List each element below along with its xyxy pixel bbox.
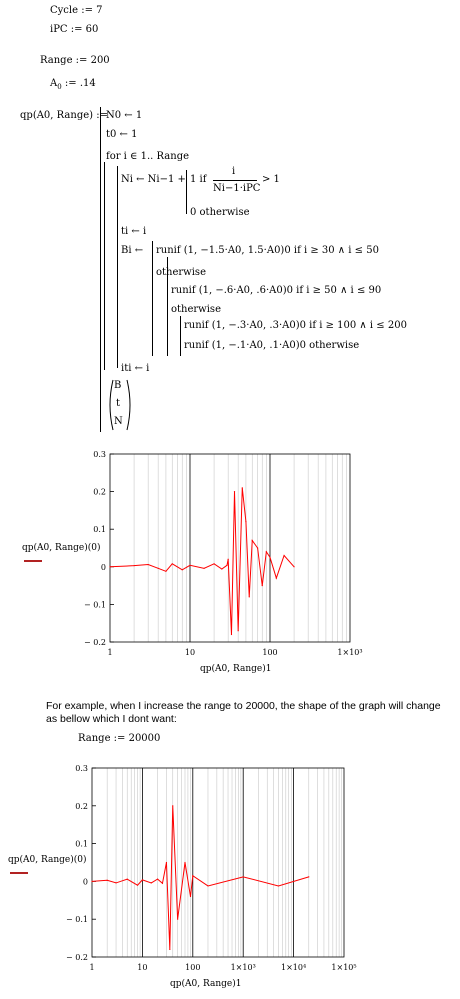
- data-point: [115, 882, 116, 883]
- data-point: [266, 551, 267, 552]
- x-tick-label: 1×10³: [230, 963, 256, 972]
- program-bracket-n-cond: [186, 170, 187, 214]
- range2-definition[interactable]: Range := 20000: [78, 733, 161, 744]
- data-point: [162, 883, 163, 884]
- y-tick-label: 0.2: [93, 487, 106, 497]
- question-text: For example, when I increase the range to 20000, the shape of the graph will change as bellow which I dont want:: [46, 700, 441, 725]
- y-tick-label: − 0.2: [66, 953, 88, 962]
- y-tick-label: 0: [82, 877, 88, 887]
- data-point: [245, 521, 246, 522]
- x-tick-label: 1: [107, 648, 113, 657]
- data-point: [107, 880, 108, 881]
- y-tick-label: 0.1: [75, 839, 88, 849]
- program-line-cond-1[interactable]: 1 if: [190, 174, 207, 185]
- program-line-runif-1[interactable]: runif (1, −1.5·A0, 1.5·A0)0 if i ≥ 30 ∧ i ≤ 50: [156, 245, 379, 256]
- plot1-y-label: qp(A0, Range)(0): [22, 543, 101, 553]
- range-definition[interactable]: Range := 200: [40, 55, 110, 66]
- data-point: [278, 885, 279, 886]
- program-line-ti[interactable]: ti ← i: [121, 226, 147, 237]
- data-point: [182, 569, 183, 570]
- x-tick-label: 1×10⁵: [331, 963, 357, 972]
- x-tick-label: 1×10⁴: [281, 963, 307, 972]
- y-tick-label: 0: [100, 562, 106, 572]
- data-point: [243, 876, 244, 877]
- a0-subscript: 0: [57, 83, 62, 91]
- program-line-runif-2[interactable]: runif (1, −.6·A0, .6·A0)0 if i ≥ 50 ∧ i ≤ 90: [171, 285, 382, 296]
- data-point: [109, 566, 110, 567]
- data-point: [165, 571, 166, 572]
- function-header[interactable]: [20, 110, 108, 121]
- fraction-bar: [213, 180, 257, 181]
- data-point: [283, 555, 284, 556]
- y-tick-label: − 0.2: [84, 638, 106, 647]
- plot-frame: [92, 768, 344, 957]
- data-point: [184, 862, 185, 863]
- y-tick-label: − 0.1: [66, 915, 88, 925]
- data-point: [269, 557, 270, 558]
- data-point: [148, 564, 149, 565]
- data-point: [231, 634, 232, 635]
- return-vector-b: B: [114, 380, 122, 391]
- plot2-y-label-marker: [10, 872, 28, 874]
- data-point: [228, 559, 229, 560]
- program-line-otherwise-2: otherwise: [171, 304, 221, 315]
- data-point: [169, 949, 170, 950]
- program-line-otherwise-1: otherwise: [156, 267, 206, 278]
- program-bracket-outer: [100, 107, 101, 432]
- function-args: (A0, Range) :=: [32, 110, 108, 121]
- data-point: [157, 879, 158, 880]
- program-line-runif-3[interactable]: runif (1, −.3·A0, .3·A0)0 if i ≥ 100 ∧ i ≤ 200: [184, 320, 407, 331]
- y-tick-label: 0.2: [75, 801, 88, 811]
- data-point: [276, 577, 277, 578]
- program-line-n0[interactable]: N0 ← 1: [106, 110, 143, 121]
- function-name: qp: [20, 110, 33, 121]
- x-tick-label: 1×10³: [337, 648, 363, 657]
- data-point: [238, 630, 239, 631]
- data-point: [172, 563, 173, 564]
- plot1-y-label-marker: [24, 560, 42, 562]
- data-point: [226, 565, 227, 566]
- data-point: [151, 882, 152, 883]
- cycle-definition[interactable]: Cycle := 7: [50, 5, 103, 16]
- data-point: [166, 862, 167, 863]
- plot1-x-label: qp(A0, Range)1: [200, 664, 272, 674]
- data-point: [252, 540, 253, 541]
- data-point: [189, 565, 190, 566]
- data-point: [172, 805, 173, 806]
- program-bracket-b3: [180, 316, 181, 356]
- program-bracket-b: [152, 241, 153, 356]
- program-bracket-for: [104, 162, 105, 370]
- data-point: [91, 881, 92, 882]
- y-tick-label: 0.1: [93, 525, 106, 535]
- program-line-for[interactable]: for i ∈ 1.. Range: [106, 151, 190, 162]
- program-line-t0[interactable]: t0 ← 1: [106, 129, 138, 140]
- x-tick-label: 100: [262, 648, 278, 657]
- x-tick-label: 10: [184, 648, 196, 657]
- fraction-denominator: Ni−1·iPC: [213, 183, 261, 194]
- fraction-numerator: i: [232, 166, 236, 177]
- data-point: [127, 879, 128, 880]
- program-line-cond-0[interactable]: 0 otherwise: [190, 207, 250, 218]
- a0-value: := .14: [64, 78, 96, 89]
- data-point: [177, 919, 178, 920]
- program-bracket-loop: [117, 166, 118, 368]
- data-line: [92, 806, 309, 950]
- plot2-y-label: qp(A0, Range)(0): [8, 855, 87, 865]
- program-line-ni[interactable]: Ni ← Ni−1 +: [121, 174, 186, 185]
- data-point: [158, 568, 159, 569]
- y-tick-label: − 0.1: [84, 600, 106, 610]
- data-point: [203, 568, 204, 569]
- data-point: [207, 885, 208, 886]
- y-tick-label: 0.3: [93, 450, 106, 459]
- program-line-runif-4[interactable]: runif (1, −.1·A0, .1·A0)0 otherwise: [184, 340, 360, 351]
- data-point: [213, 563, 214, 564]
- plot-frame: [110, 454, 350, 642]
- data-point: [308, 876, 309, 877]
- return-vector-n: N: [114, 416, 123, 427]
- y-tick-label: 0.3: [75, 764, 88, 773]
- data-point: [249, 596, 250, 597]
- a0-name: A: [50, 78, 58, 89]
- data-point: [133, 565, 134, 566]
- return-vector-t: t: [116, 398, 121, 409]
- fraction-compare: > 1: [262, 174, 280, 185]
- plot2-x-label: qp(A0, Range)1: [170, 979, 242, 989]
- x-tick-label: 1: [89, 963, 95, 972]
- ipc-definition[interactable]: iPC := 60: [50, 24, 99, 35]
- x-tick-label: 100: [185, 963, 201, 972]
- data-point: [257, 547, 258, 548]
- plot1-chart[interactable]: [80, 448, 370, 678]
- program-line-bi[interactable]: Bi ←: [121, 245, 144, 256]
- data-point: [221, 568, 222, 569]
- data-point: [142, 879, 143, 880]
- data-point: [234, 491, 235, 492]
- data-point: [242, 487, 243, 488]
- a0-definition[interactable]: [50, 78, 96, 89]
- data-point: [293, 566, 294, 567]
- program-line-iti[interactable]: iti ← i: [121, 363, 150, 374]
- x-tick-label: 10: [137, 963, 148, 972]
- data-point: [190, 896, 191, 897]
- plot2-chart[interactable]: [62, 760, 362, 985]
- data-point: [192, 875, 193, 876]
- data-point: [262, 585, 263, 586]
- data-point: [137, 885, 138, 886]
